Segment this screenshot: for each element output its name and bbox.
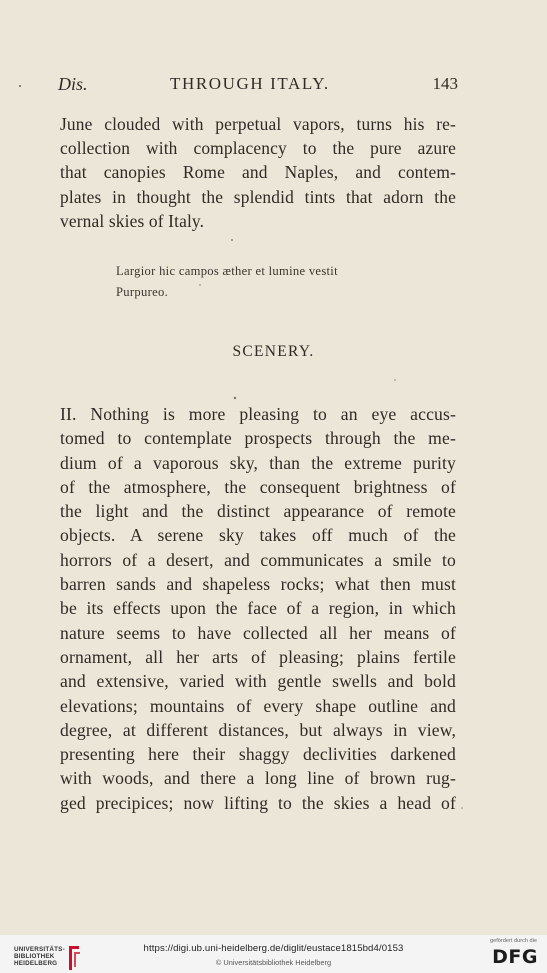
text-line: elevations; mountains of every shape outline and <box>60 695 456 716</box>
text-line: that canopies Rome and Naples, and contem- <box>60 162 456 183</box>
page-number: 143 <box>432 74 458 93</box>
text-line: dium of a vaporous sky, than the extreme purity <box>60 452 456 473</box>
dfg-logo[interactable]: DFG <box>492 946 538 968</box>
text-line: II. Nothing is more pleasing to an eye accus- <box>60 404 456 424</box>
text-line: with woods, and there a long line of brown rug- <box>60 768 456 789</box>
latin-quotation <box>116 261 436 303</box>
text-line: presenting here their shaggy declivities darkened <box>60 744 456 765</box>
text-line: barren sands and shapeless rocks; what then must <box>60 574 456 595</box>
permalink-url[interactable]: https://digi.ub.uni-heidelberg.de/diglit/eustace1815bd4/0153 <box>143 943 404 954</box>
header-chapter-abbrev: Dis. <box>58 74 88 94</box>
paragraph-scenery <box>60 402 456 815</box>
text-line: horrors of a desert, and communicates a smile to <box>60 549 456 570</box>
text-line: the light and the distinct appearance of remote <box>60 501 456 522</box>
text-line: plates in thought the splendid tints that adorn the <box>60 186 456 207</box>
running-header <box>58 74 458 96</box>
text-line: of the atmosphere, the consequent brightness of <box>60 476 456 497</box>
text-line: nature seems to have collected all her means of <box>60 622 456 643</box>
text-line: ged precipices; now lifting to the skies a head of <box>60 792 456 813</box>
text-line: ornament, all her arts of pleasing; plains fertile <box>60 646 456 667</box>
quote-line: Largior hic campos æther et lumine vestit <box>116 264 338 278</box>
text-line: degree, at different distances, but always in view, <box>60 719 456 740</box>
header-title: THROUGH ITALY. <box>170 74 330 93</box>
text-line: and extensive, varied with gentle swells and bold <box>60 671 456 692</box>
viewer-footer <box>0 935 547 973</box>
text-line: tomed to contemplate prospects through the me- <box>60 428 456 449</box>
text-line: vernal skies of Italy. <box>60 210 205 231</box>
quote-line: Purpureo. <box>116 285 169 299</box>
library-name-line: UNIVERSITÄTS- <box>14 946 65 953</box>
text-line: collection with complacency to the pure azure <box>60 138 456 159</box>
library-name-line: BIBLIOTHEK <box>14 953 55 961</box>
copyright-notice: © Universitätsbibliothek Heidelberg <box>215 958 332 967</box>
funded-by-label: gefördert durch die <box>490 938 537 944</box>
text-line: objects. A serene sky takes off much of the <box>60 525 456 546</box>
text-line: June clouded with perpetual vapors, turns his re- <box>60 114 456 134</box>
text-line: be its effects upon the face of a region, in which <box>60 598 456 619</box>
paragraph-continued <box>60 112 456 233</box>
library-name-line: HEIDELBERG <box>14 960 58 968</box>
section-heading: SCENERY. <box>232 343 315 360</box>
